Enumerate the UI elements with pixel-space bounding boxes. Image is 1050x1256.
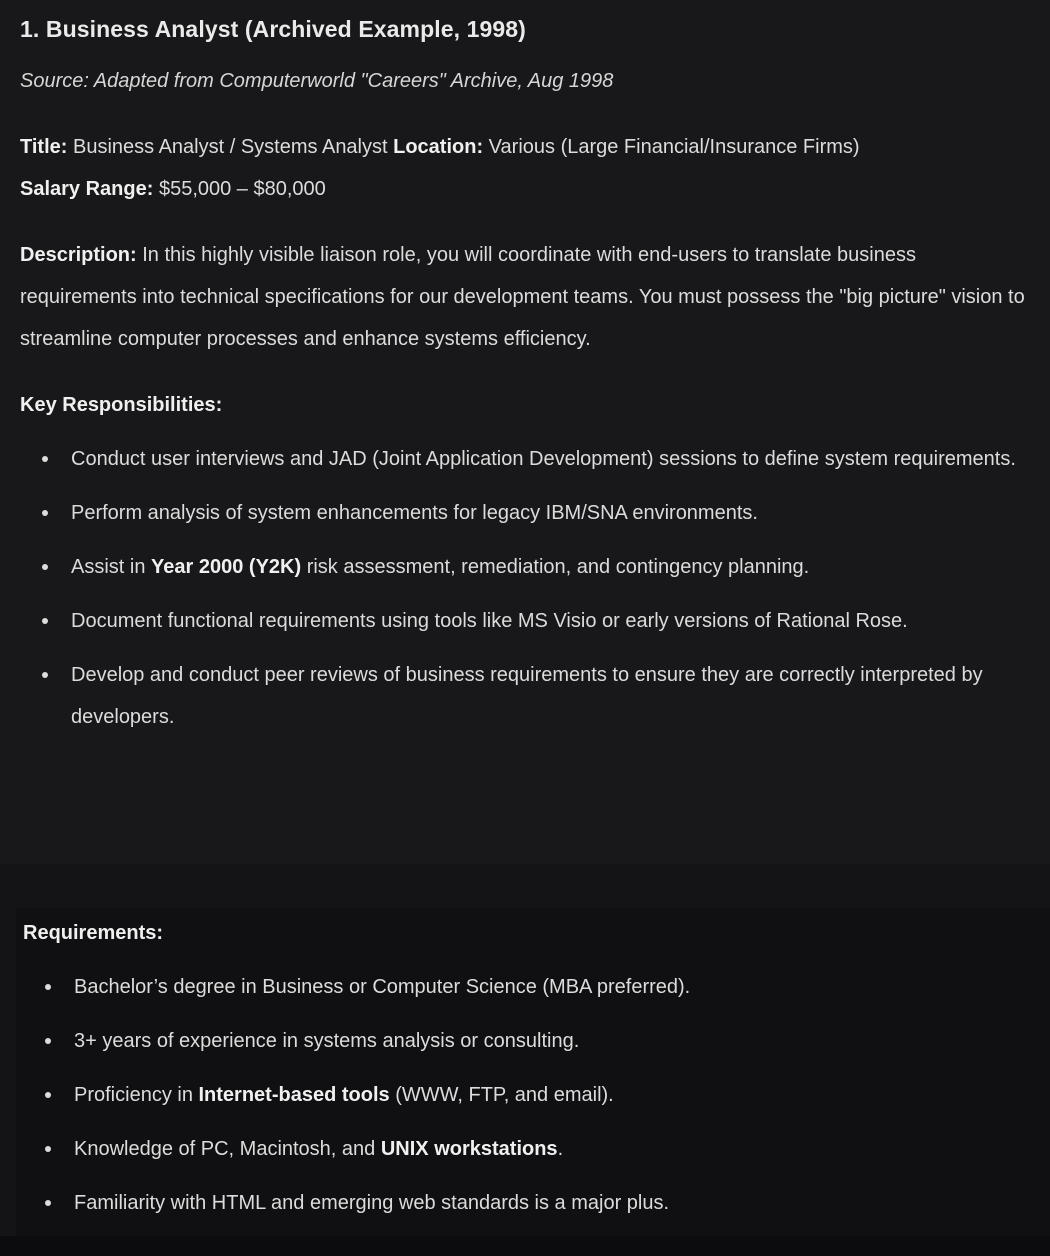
responsibilities-heading: Key Responsibilities: [20, 394, 223, 416]
list-item-text: Assist in Year 2000 (Y2K) risk assessment, remediation, and contingency planning. [71, 556, 810, 578]
meta-title-location-line: Title: Business Analyst / Systems Analyst Location: Various (Large Financial/Insurance Firms) [20, 136, 860, 158]
list-item [20, 438, 1030, 480]
list-item [20, 546, 1030, 588]
bottom-strip [0, 1236, 1050, 1256]
bullet-icon [42, 456, 48, 462]
list-item-text: 3+ years of experience in systems analysis or consulting. [74, 1030, 580, 1052]
description-paragraph: Description: In this highly visible liaison role, you will coordinate with end-users to translate business requirements into technical specifications for our development teams. You must possess the "big picture" vision to streamline computer processes and enhance systems efficiency. [20, 244, 1025, 350]
list-item [20, 600, 1030, 642]
list-item [20, 654, 1030, 738]
list-item-text: Knowledge of PC, Macintosh, and UNIX workstations. [74, 1138, 564, 1160]
requirements-list [23, 966, 1034, 1224]
responsibilities-list [20, 438, 1030, 738]
bullet-icon [45, 984, 51, 990]
list-item [23, 1182, 1034, 1224]
meta-salary-line: Salary Range: $55,000 – $80,000 [20, 178, 326, 200]
list-item-text: Document functional requirements using tools like MS Visio or early versions of Rational Rose. [71, 610, 908, 632]
list-item-text: Perform analysis of system enhancements for legacy IBM/SNA environments. [71, 502, 758, 524]
requirements-heading: Requirements: [23, 922, 164, 944]
list-item [23, 1020, 1034, 1062]
bullet-icon [45, 1092, 51, 1098]
list-item-text: Conduct user interviews and JAD (Joint Application Development) sessions to define system requirements. [71, 448, 1016, 470]
job-meta [20, 126, 1030, 210]
list-item [23, 1128, 1034, 1170]
list-item-text: Develop and conduct peer reviews of business requirements to ensure they are correctly interpreted by developers. [71, 664, 983, 728]
bullet-icon [45, 1200, 51, 1206]
bullet-icon [45, 1146, 51, 1152]
bullet-icon [42, 564, 48, 570]
bullet-icon [45, 1038, 51, 1044]
source-line: Source: Adapted from Computerworld "Careers" Archive, Aug 1998 [20, 70, 614, 92]
list-item [20, 492, 1030, 534]
job-title-heading: 1. Business Analyst (Archived Example, 1998) [20, 16, 526, 42]
bullet-icon [42, 672, 48, 678]
list-item-text: Proficiency in Internet-based tools (WWW, FTP, and email). [74, 1084, 614, 1106]
list-item-text: Bachelor’s degree in Business or Computer Science (MBA preferred). [74, 976, 691, 998]
bullet-icon [42, 618, 48, 624]
list-item [23, 966, 1034, 1008]
list-item [23, 1074, 1034, 1116]
requirements-panel [16, 908, 1050, 1236]
bullet-icon [42, 510, 48, 516]
list-item-text: Familiarity with HTML and emerging web standards is a major plus. [74, 1192, 670, 1214]
